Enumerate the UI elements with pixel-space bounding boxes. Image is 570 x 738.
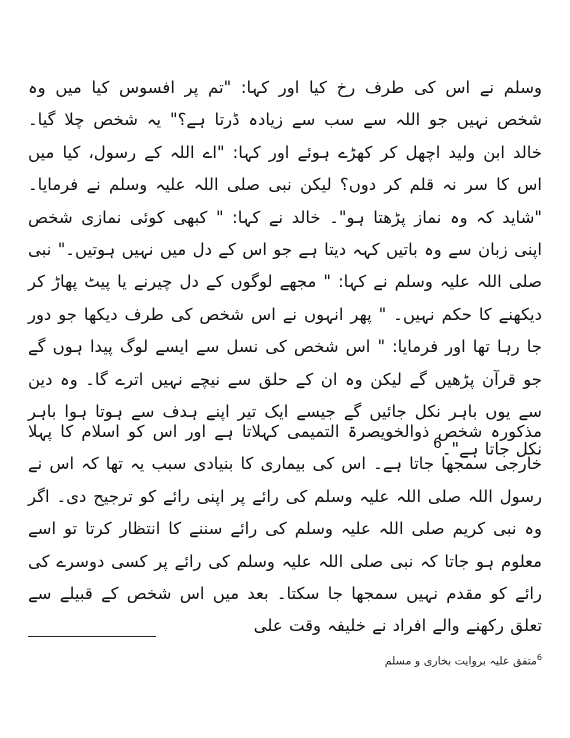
footnote (385, 650, 542, 670)
footnote-separator (28, 636, 156, 637)
footnote-reference-marker: 6 (433, 436, 442, 453)
footnote-number: 6 (536, 653, 542, 662)
footnote-text: متفق علیہ بروایت بخاری و مسلم (384, 654, 537, 668)
body-paragraph-2: مذکورہ شخص ذوالخویصرۃ التمیمی کہلاتا ہے اور اس کو اسلام کا پہلا خارجی سمجھا جاتا ہے۔ اس کی بیماری کا بنیادی سبب یہ تھا کہ اس نے رسول اللہ صلی اللہ علیہ وسلم کی رائے پر اپنی رائے کو ترجیح دی۔ اگر وہ نبی کریم صلی اللہ علیہ وسلم کی رائے سننے کا انتظار کرتا تو اسے معلوم ہو جاتا کہ نبی صلی اللہ علیہ وسلم کی رائے پر کسی دوسرے کی رائے کو مقدم نہیں سمجھا جا سکتا۔ بعد میں اس شخص کے قبیلے سے تعلق رکھنے والے افراد نے خلیفہ وقت علی (28, 422, 542, 636)
paragraph-1-text: وسلم نے اس کی طرف رخ کیا اور کہا: "تم پر افسوس کیا میں وہ شخص نہیں جو اللہ سے سب سے زیادہ ڈرتا ہے؟" یہ شخص چلا گیا۔ خالد ابن ولید اچھل کر کھڑے ہوئے اور کہا: "اے اللہ کے رسول، کیا میں اس کا سر نہ قلم کر دوں؟ لیکن نبی صلی اللہ علیہ وسلم نے فرمایا۔ "شاید کہ وہ نماز پڑھتا ہو"۔ خالد نے کہا: " کبھی کوئی نمازی شخص اپنی زبان سے وہ باتیں کہہ دیتا ہے جو اس کے دل میں نہیں ہوتیں۔" نبی صلی اللہ علیہ وسلم نے کہا: " مجھے لوگوں کے دل چیرنے یا پیٹ پھاڑ کر دیکھنے کا حکم نہیں۔ " پھر انہوں نے اس شخص کی طرف دیکھا جو دور جا رہا تھا اور فرمایا: " اس شخص کی نسل سے ایسے لوگ پیدا ہوں گے جو قرآن پڑھیں گے لیکن وہ ان کے حلق سے نیچے نہیں اترے گا۔ وہ دین سے یوں باہر نکل جائیں گے جیسے ایک تیر اپنے ہدف سے ہوتا ہوا باہر نکل جاتا ہے"۔ (28, 78, 542, 459)
body-paragraph-1 (28, 72, 542, 466)
